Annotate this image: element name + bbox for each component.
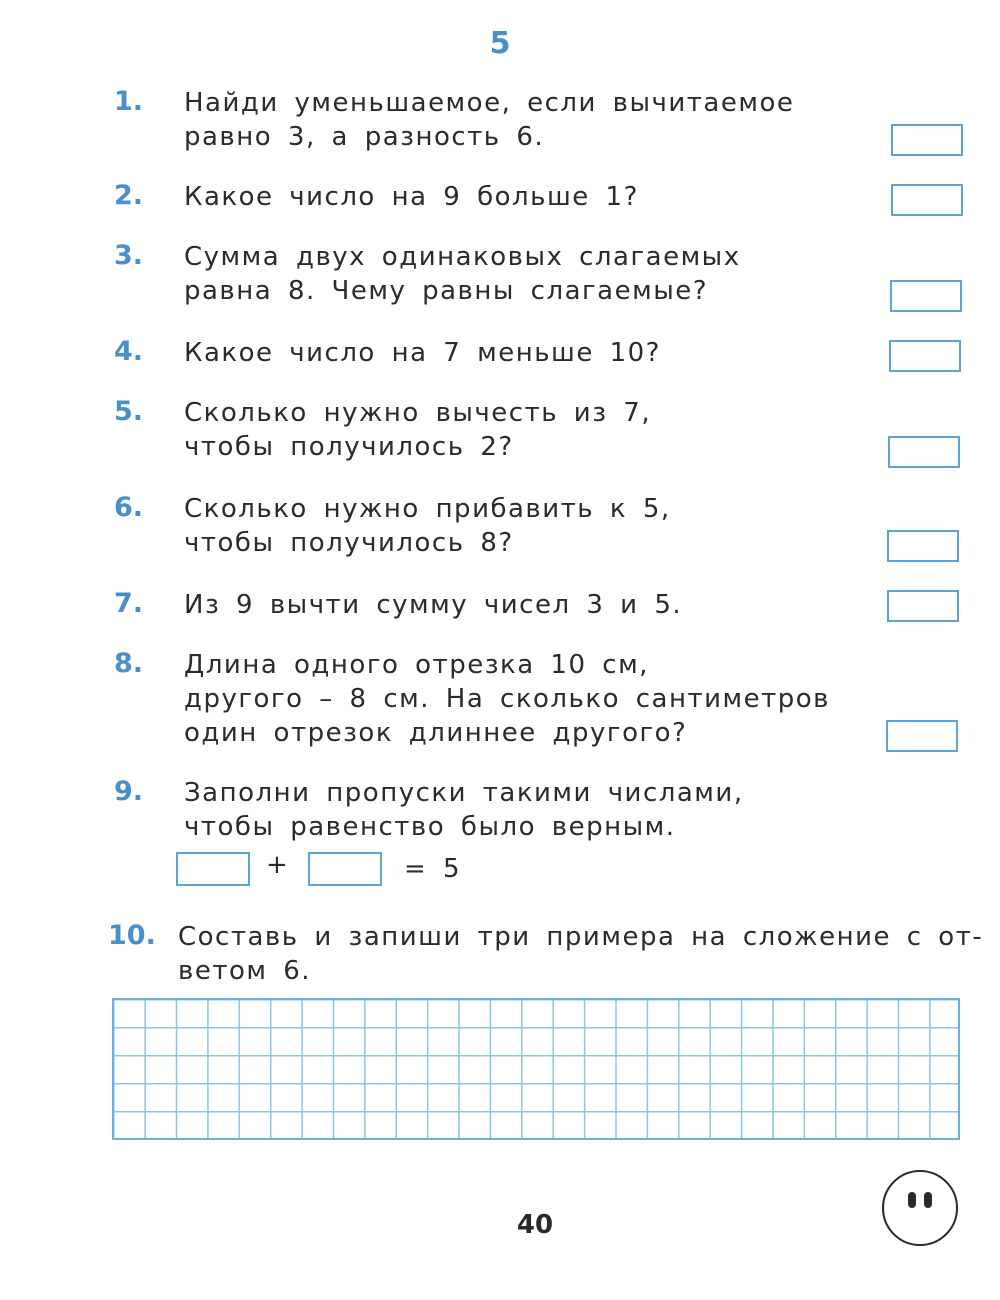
answer-box-7[interactable] [887,590,959,622]
task-line: Заполни пропуски такими числами, [184,778,744,808]
task-number: 6. [114,492,144,523]
task-line: чтобы равенство было верным. [184,812,676,842]
task-number: 4. [114,336,144,367]
task-line: другого – 8 см. На сколько сантиметров [184,684,831,714]
task-line: Сколько нужно прибавить к 5, [184,494,671,524]
task-text [184,240,741,308]
answer-box-2[interactable] [891,184,963,216]
task-text [184,336,661,370]
task-line: чтобы получилось 2? [184,432,514,462]
task-number: 5. [114,396,144,427]
answer-box-8[interactable] [886,720,958,752]
task-line: Длина одного отрезка 10 см, [184,650,649,680]
task-text [184,86,794,154]
right-eye [924,1192,932,1208]
task-number: 8. [114,648,144,679]
answer-box-1[interactable] [891,124,963,156]
task-line: один отрезок длиннее другого? [184,718,688,748]
task-line: ветом 6. [178,956,312,986]
plus-sign: + [266,850,288,880]
task-text [178,920,983,988]
task-line: равно 3, а разность 6. [184,122,545,152]
task-number: 9. [114,776,144,807]
blank-box-2[interactable] [308,852,382,886]
task-line: чтобы получилось 8? [184,528,514,558]
task-number: 10. [108,920,156,951]
blank-box-1[interactable] [176,852,250,886]
task-text [184,776,744,844]
task-number: 2. [114,180,144,211]
left-eye [908,1192,916,1208]
variant-number: 5 [489,26,511,61]
page-number: 40 [516,1210,554,1240]
task-text [184,180,639,214]
task-line: Сколько нужно вычесть из 7, [184,398,652,428]
answer-box-3[interactable] [890,280,962,312]
task-line: Какое число на 7 меньше 10? [184,338,661,368]
task-line: равна 8. Чему равны слагаемые? [184,276,709,306]
smiley-face-icon [882,1170,958,1246]
task-line: Сумма двух одинаковых слагаемых [184,242,741,272]
task-number: 1. [114,86,144,117]
equation [176,852,496,888]
task-text [184,648,830,750]
task-number: 3. [114,240,144,271]
equation-result: = 5 [404,854,462,884]
answer-grid[interactable] [112,998,960,1140]
task-text [184,588,682,622]
task-text [184,492,671,560]
task-line: Какое число на 9 больше 1? [184,182,639,212]
answer-box-4[interactable] [889,340,961,372]
task-number: 7. [114,588,144,619]
task-line: Найди уменьшаемое, если вычитаемое [184,88,795,118]
task-line: Составь и запиши три примера на сложение с от- [178,922,984,952]
task-text [184,396,651,464]
answer-box-5[interactable] [888,436,960,468]
answer-box-6[interactable] [887,530,959,562]
task-line: Из 9 вычти сумму чисел 3 и 5. [184,590,683,620]
